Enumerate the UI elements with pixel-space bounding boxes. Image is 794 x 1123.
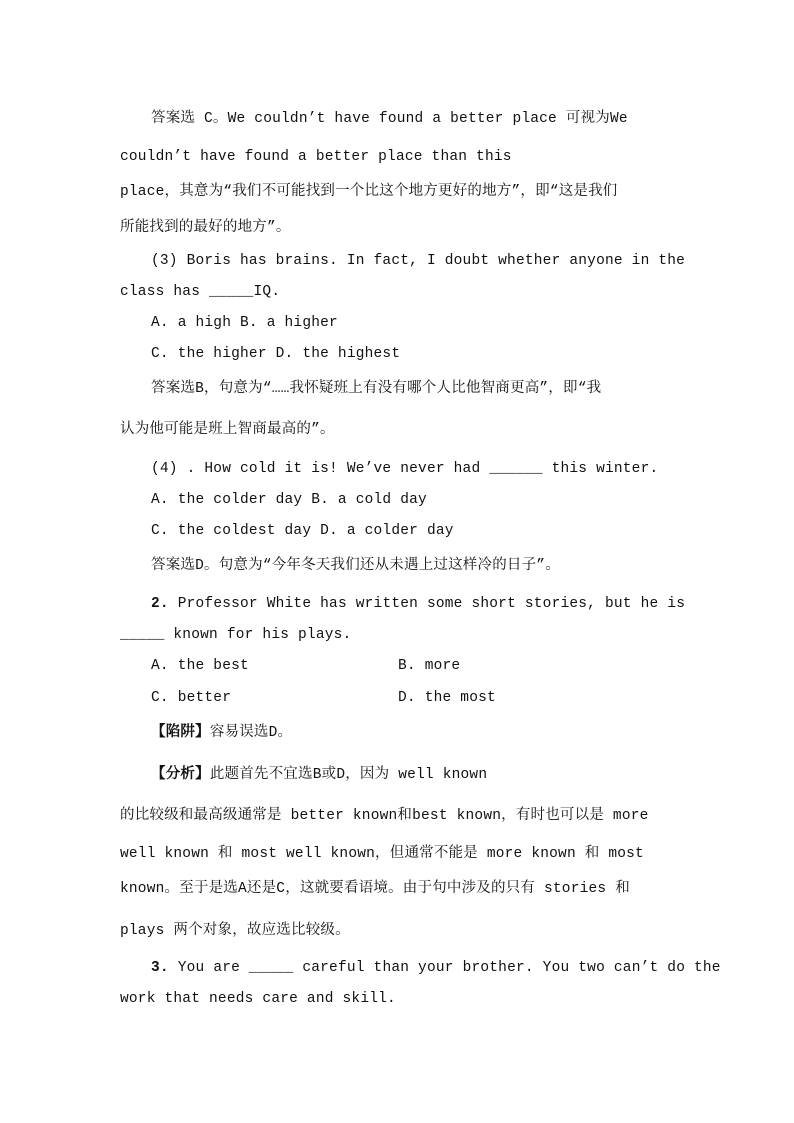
question-3b-stem-text: You are _____ careful than your brother. You two can’t do the bbox=[177, 960, 721, 976]
trap-line bbox=[151, 723, 292, 743]
trap-label: 【陷阱】 bbox=[151, 725, 210, 741]
question-2-stem-line-2: _____ known for his plays. bbox=[120, 627, 352, 643]
answer-4-line: 答案选D。句意为“今年冬天我们还从未遇上过这样冷的日子”。 bbox=[151, 558, 560, 574]
analysis-line-3: well known 和 most well known，但通常不能是 more known 和 most bbox=[120, 846, 644, 862]
question-3-stem-line-2: class has _____IQ. bbox=[120, 284, 281, 300]
analysis-line-4: known。至于是选A还是C，这就要看语境。由于句中涉及的只有 stories 和 bbox=[120, 881, 630, 897]
question-2-option-d: D. the most bbox=[398, 690, 496, 706]
answer-3-line-2: 认为他可能是班上智商最高的”。 bbox=[120, 422, 335, 438]
answer-1-line-3: place，其意为“我们不可能找到一个比这个地方更好的地方”，即“这是我们 bbox=[120, 184, 618, 200]
answer-1-line-2: couldn’t have found a better place than this bbox=[120, 149, 512, 165]
answer-1-line-4: 所能找到的最好的地方”。 bbox=[120, 220, 291, 236]
question-3-options-cd: C. the higher D. the highest bbox=[151, 346, 401, 362]
question-3b-stem-line-2: work that needs care and skill. bbox=[120, 991, 396, 1007]
analysis-text: 此题首先不宜选B或D，因为 well known bbox=[209, 767, 488, 783]
question-3b-stem-line-1 bbox=[151, 958, 721, 978]
analysis-label: 【分析】 bbox=[151, 767, 210, 783]
question-2-option-b: B. more bbox=[398, 658, 461, 674]
analysis-line-1 bbox=[151, 765, 487, 785]
analysis-line-5: plays 两个对象，故应选比较级。 bbox=[120, 923, 350, 939]
question-2-stem-text: Professor White has written some short stories, but he is bbox=[177, 596, 686, 612]
analysis-line-2: 的比较级和最高级通常是 better known和best known，有时也可以是 more bbox=[120, 808, 649, 824]
answer-3-line-1: 答案选B，句意为“……我怀疑班上有没有哪个人比他智商更高”，即“我 bbox=[151, 381, 602, 397]
question-4-options-cd: C. the coldest day D. a colder day bbox=[151, 523, 454, 539]
question-4-options-ab: A. the colder day B. a cold day bbox=[151, 492, 427, 508]
answer-1-line-1: 答案选 C。We couldn’t have found a better place 可视为We bbox=[151, 111, 628, 127]
question-2-option-c: C. better bbox=[151, 690, 232, 706]
question-3b-number: 3. bbox=[151, 960, 169, 976]
question-2-stem-line-1 bbox=[151, 594, 685, 614]
question-3-options-ab: A. a high B. a higher bbox=[151, 315, 338, 331]
question-2-number: 2. bbox=[151, 596, 169, 612]
question-2-option-a: A. the best bbox=[151, 658, 249, 674]
question-4-stem: (4) . How cold it is! We’ve never had ______ this winter. bbox=[151, 461, 659, 477]
question-3-stem-line-1: (3) Boris has brains. In fact, I doubt whether anyone in the bbox=[151, 253, 686, 269]
trap-text: 容易误选D。 bbox=[209, 725, 293, 741]
